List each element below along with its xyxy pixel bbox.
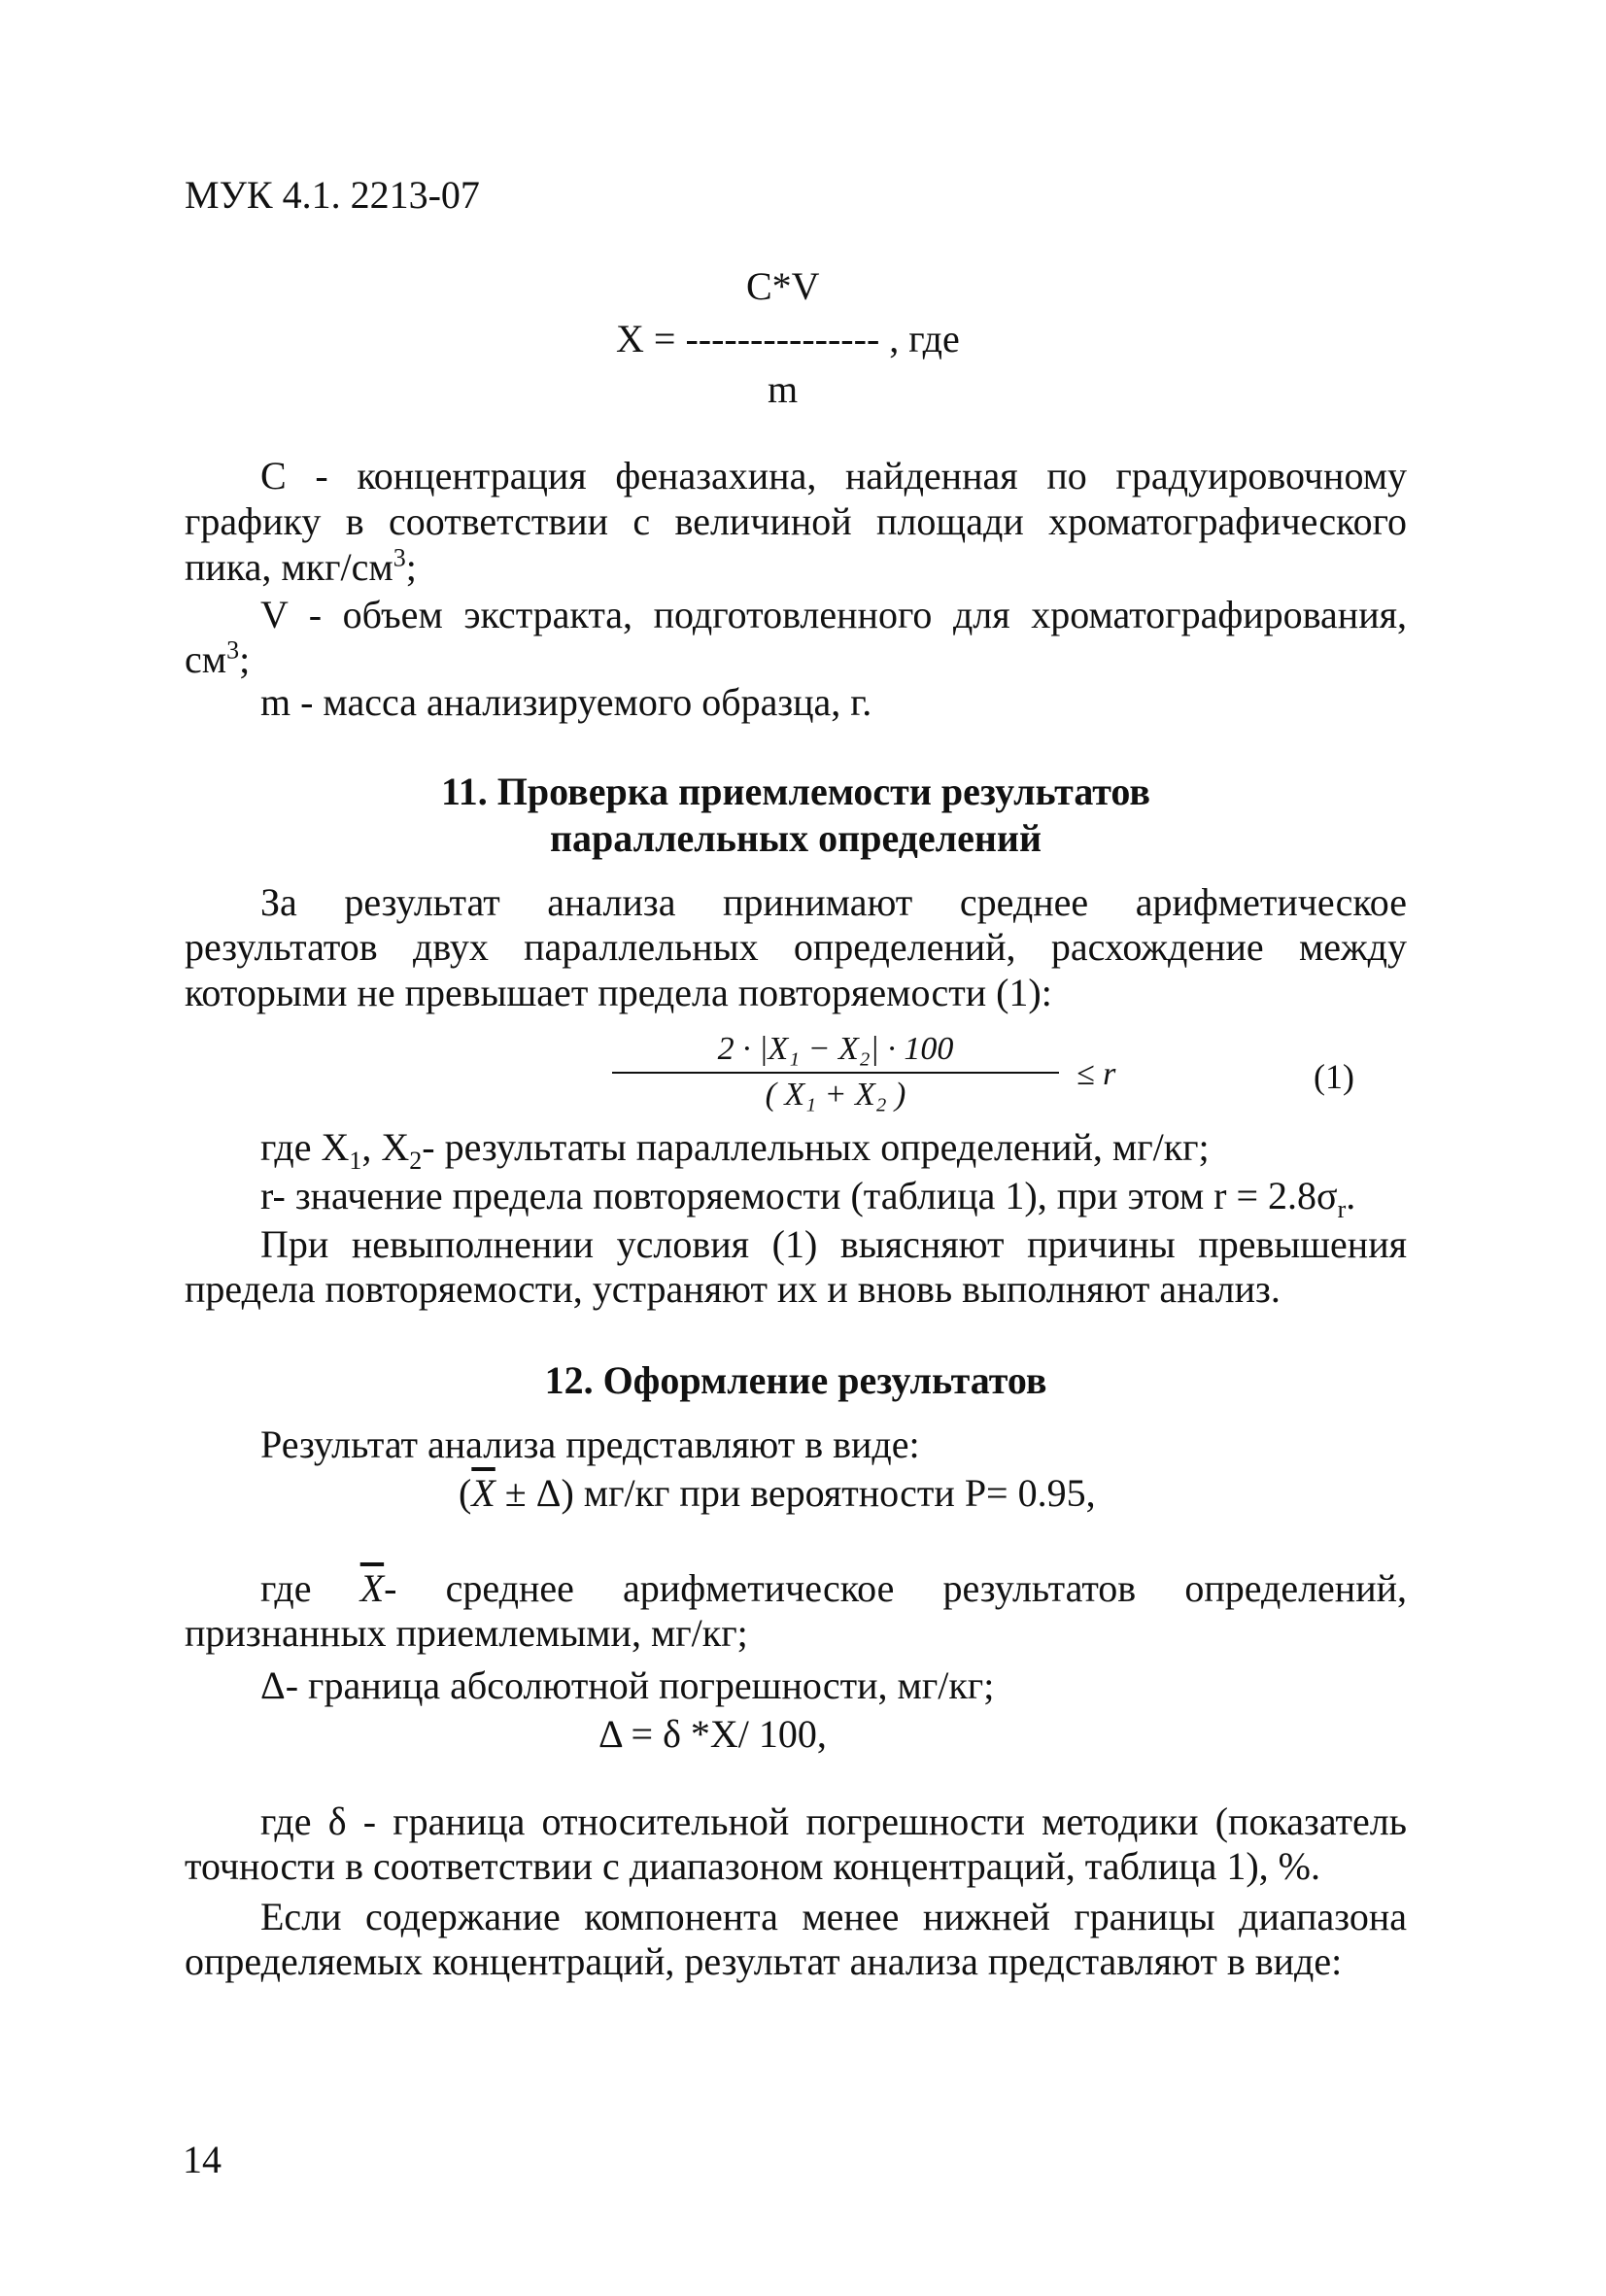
r-definition: r- значение предела повторяемости (таблица 1), при этом $r = 2.8\sigma_r$. — [260, 1174, 1356, 1223]
equation-denominator: ( X₁ + X₂ ) — [765, 1077, 906, 1114]
equation-numerator: 2 · |X₁ − X₂| · 100 — [717, 1031, 954, 1067]
equation-relation: ≤ r — [1076, 1056, 1116, 1092]
section-11-paragraph: За результат анализа принимают среднее арифметическое результатов двух параллельных определений, расхождение между которыми не превышает предела повторяемости (1): — [185, 880, 1407, 1014]
equation-number: (1) — [1314, 1057, 1354, 1096]
formula1-denominator: m — [768, 367, 799, 411]
where-x1-x2: где $X_1$, $X_2-$ результаты параллельных определений, мг/кг; — [260, 1125, 1210, 1175]
section-11-title-line2: параллельных определений — [550, 816, 1042, 860]
where-xbar: где $\overline{X}-$ среднее арифметическое результатов определений, признанных приемлемыми, мг/кг; — [185, 1566, 1408, 1656]
document-code: МУК 4.1. 2213-07 — [185, 173, 480, 217]
formula1-dashes: --------------- — [685, 317, 880, 360]
definition-c: С - концентрация феназахина, найденная по градуировочному графику в соответствии с величиной площади хроматографического пика, мкг/$см^3$; — [185, 454, 1407, 590]
section-11-title-line1: 11. Проверка приемлемости результатов — [440, 770, 1151, 813]
section-12-last-paragraph: Если содержание компонента менее нижней границы диапазона определяемых концентраций, результат анализа представляют в виде: — [185, 1895, 1407, 1984]
equation-fraction-bar — [612, 1072, 1059, 1074]
result-formula: $(\overline{X} \pm \Delta)$ мг/кг при вероятности P= 0.95, — [459, 1471, 1096, 1515]
definition-m: m - масса анализируемого образца, г. — [260, 680, 872, 724]
definition-v: V - объем экстракта, подготовленного для хроматографирования, $см^3$; — [185, 593, 1407, 682]
formula1-numerator: C*V — [746, 264, 820, 308]
formula1-lhs: X = — [616, 317, 686, 360]
formula1-line — [616, 317, 960, 361]
delta-definition: Δ- граница абсолютной погрешности, мг/кг; — [260, 1663, 995, 1707]
delta-relative-definition: где δ - граница относительной погрешности методики (показатель точности в соответствии с диапазоном концентраций, таблица 1), %. — [185, 1799, 1407, 1889]
section-11-paragraph2: При невыполнении условия (1) выясняют причины превышения предела повторяемости, устраняют их и вновь выполняют анализ. — [185, 1222, 1407, 1312]
section-12-title: 12. Оформление результатов — [544, 1358, 1047, 1402]
formula1-suffix: , где — [879, 317, 960, 360]
repeatability-equation — [612, 1030, 1059, 1114]
delta-formula: Δ = δ *X/ 100, — [598, 1712, 827, 1756]
page-number: 14 — [183, 2138, 222, 2181]
section-12-intro: Результат анализа представляют в виде: — [260, 1422, 920, 1466]
